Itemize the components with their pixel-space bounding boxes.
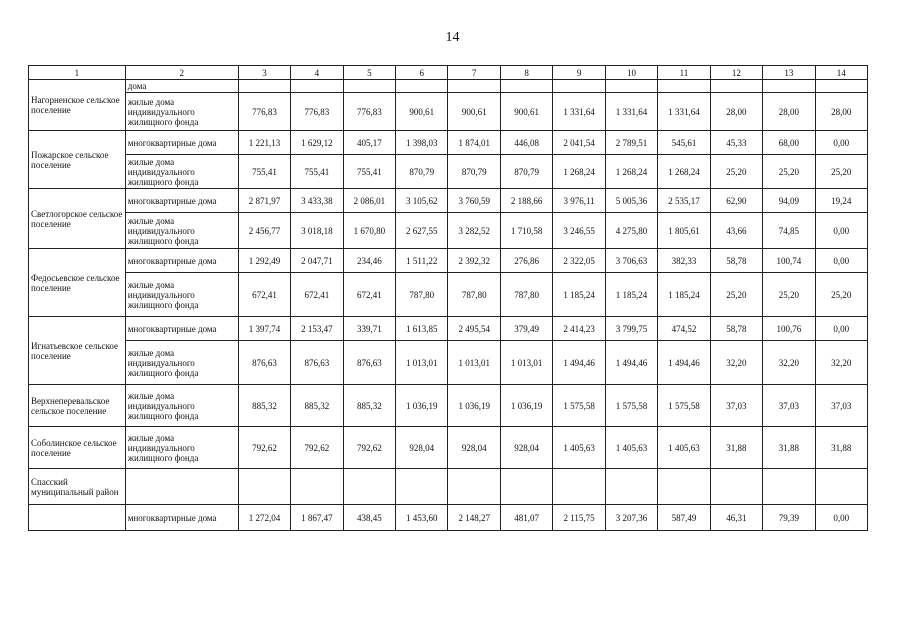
value-cell: 74,85 xyxy=(763,213,815,249)
value-cell xyxy=(343,80,395,93)
value-cell: 25,20 xyxy=(763,273,815,317)
value-cell: 755,41 xyxy=(343,155,395,189)
value-cell: 1 710,58 xyxy=(500,213,552,249)
value-cell: 928,04 xyxy=(500,427,552,469)
value-cell: 2 456,77 xyxy=(238,213,290,249)
value-cell: 2 148,27 xyxy=(448,505,500,531)
value-cell: 100,74 xyxy=(763,249,815,273)
value-cell: 3 976,11 xyxy=(553,189,605,213)
column-header: 4 xyxy=(291,66,343,80)
value-cell xyxy=(710,80,762,93)
value-cell: 1 405,63 xyxy=(658,427,710,469)
value-cell: 2 188,66 xyxy=(500,189,552,213)
value-cell: 900,61 xyxy=(396,93,448,131)
value-cell: 2 789,51 xyxy=(605,131,657,155)
value-cell xyxy=(238,469,290,505)
value-cell: 1 013,01 xyxy=(448,341,500,385)
housing-type-cell: многоквартирные дома xyxy=(125,189,238,213)
value-cell: 438,45 xyxy=(343,505,395,531)
table-row xyxy=(29,93,868,131)
value-cell: 1 629,12 xyxy=(291,131,343,155)
value-cell: 276,86 xyxy=(500,249,552,273)
table-row xyxy=(29,155,868,189)
column-header: 1 xyxy=(29,66,126,80)
settlement-name-cell: Соболинское сельское поселение xyxy=(29,427,126,469)
value-cell: 3 799,75 xyxy=(605,317,657,341)
value-cell: 474,52 xyxy=(658,317,710,341)
value-cell: 3 105,62 xyxy=(396,189,448,213)
value-cell: 3 246,55 xyxy=(553,213,605,249)
table-row xyxy=(29,273,868,317)
value-cell: 2 392,32 xyxy=(448,249,500,273)
value-cell xyxy=(658,469,710,505)
value-cell: 1 405,63 xyxy=(553,427,605,469)
value-cell: 1 494,46 xyxy=(553,341,605,385)
value-cell: 2 495,54 xyxy=(448,317,500,341)
value-cell: 43,66 xyxy=(710,213,762,249)
value-cell: 45,33 xyxy=(710,131,762,155)
value-cell: 1 397,74 xyxy=(238,317,290,341)
value-cell: 68,00 xyxy=(763,131,815,155)
value-cell: 3 706,63 xyxy=(605,249,657,273)
value-cell: 885,32 xyxy=(343,385,395,427)
value-cell: 1 013,01 xyxy=(500,341,552,385)
housing-type-cell: жилые дома индивидуального жилищного фонда xyxy=(125,155,238,189)
value-cell xyxy=(291,80,343,93)
column-header: 13 xyxy=(763,66,815,80)
value-cell: 62,90 xyxy=(710,189,762,213)
page-number: 14 xyxy=(445,30,460,45)
value-cell: 755,41 xyxy=(238,155,290,189)
value-cell: 2 871,97 xyxy=(238,189,290,213)
value-cell xyxy=(815,469,867,505)
housing-type-cell: многоквартирные дома xyxy=(125,317,238,341)
value-cell: 25,20 xyxy=(710,155,762,189)
value-cell: 28,00 xyxy=(763,93,815,131)
value-cell xyxy=(343,469,395,505)
value-cell: 1 575,58 xyxy=(553,385,605,427)
value-cell: 3 282,52 xyxy=(448,213,500,249)
value-cell: 2 115,75 xyxy=(553,505,605,531)
value-cell: 1 272,04 xyxy=(238,505,290,531)
value-cell: 0,00 xyxy=(815,505,867,531)
value-cell: 19,24 xyxy=(815,189,867,213)
housing-type-cell: многоквартирные дома xyxy=(125,131,238,155)
value-cell: 787,80 xyxy=(448,273,500,317)
value-cell: 481,07 xyxy=(500,505,552,531)
value-cell: 776,83 xyxy=(343,93,395,131)
settlement-name-cell: Верхнеперевальское сельское поселение xyxy=(29,385,126,427)
table-row xyxy=(29,131,868,155)
value-cell: 1 453,60 xyxy=(396,505,448,531)
value-cell: 5 005,36 xyxy=(605,189,657,213)
housing-type-cell: жилые дома индивидуального жилищного фонда xyxy=(125,273,238,317)
table-header-row xyxy=(29,66,868,80)
value-cell: 787,80 xyxy=(500,273,552,317)
value-cell: 928,04 xyxy=(396,427,448,469)
value-cell: 37,03 xyxy=(763,385,815,427)
tariff-table xyxy=(28,65,868,531)
value-cell: 0,00 xyxy=(815,131,867,155)
housing-type-cell: многоквартирные дома xyxy=(125,249,238,273)
value-cell: 1 185,24 xyxy=(658,273,710,317)
value-cell: 900,61 xyxy=(500,93,552,131)
column-header: 7 xyxy=(448,66,500,80)
value-cell: 1 494,46 xyxy=(658,341,710,385)
value-cell: 1 185,24 xyxy=(553,273,605,317)
value-cell: 100,76 xyxy=(763,317,815,341)
table-row xyxy=(29,469,868,505)
value-cell: 382,33 xyxy=(658,249,710,273)
value-cell: 1 185,24 xyxy=(605,273,657,317)
settlement-name-cell: Светлогорское сельское поселение xyxy=(29,189,126,249)
value-cell: 2 414,23 xyxy=(553,317,605,341)
column-header: 6 xyxy=(396,66,448,80)
value-cell: 876,63 xyxy=(343,341,395,385)
column-header: 10 xyxy=(605,66,657,80)
value-cell: 776,83 xyxy=(238,93,290,131)
value-cell: 672,41 xyxy=(291,273,343,317)
value-cell: 2 627,55 xyxy=(396,213,448,249)
value-cell: 1 331,64 xyxy=(605,93,657,131)
value-cell xyxy=(605,469,657,505)
settlement-name-cell xyxy=(29,505,126,531)
value-cell: 885,32 xyxy=(291,385,343,427)
value-cell: 94,09 xyxy=(763,189,815,213)
value-cell: 32,20 xyxy=(710,341,762,385)
value-cell: 1 036,19 xyxy=(500,385,552,427)
value-cell: 32,20 xyxy=(763,341,815,385)
value-cell: 1 268,24 xyxy=(658,155,710,189)
housing-type-cell xyxy=(125,469,238,505)
housing-type-cell: многоквартирные дома xyxy=(125,505,238,531)
table-row xyxy=(29,427,868,469)
value-cell: 1 036,19 xyxy=(448,385,500,427)
value-cell: 28,00 xyxy=(815,93,867,131)
value-cell xyxy=(553,469,605,505)
value-cell: 37,03 xyxy=(710,385,762,427)
housing-type-cell: жилые дома индивидуального жилищного фонда xyxy=(125,427,238,469)
value-cell: 1 511,22 xyxy=(396,249,448,273)
value-cell xyxy=(763,80,815,93)
column-header: 2 xyxy=(125,66,238,80)
value-cell: 0,00 xyxy=(815,249,867,273)
value-cell xyxy=(291,469,343,505)
value-cell: 2 086,01 xyxy=(343,189,395,213)
value-cell xyxy=(238,80,290,93)
value-cell xyxy=(500,469,552,505)
value-cell: 1 331,64 xyxy=(658,93,710,131)
value-cell: 1 036,19 xyxy=(396,385,448,427)
table-row xyxy=(29,189,868,213)
value-cell: 58,78 xyxy=(710,317,762,341)
value-cell: 234,46 xyxy=(343,249,395,273)
value-cell xyxy=(815,80,867,93)
housing-type-cell: жилые дома индивидуального жилищного фонда xyxy=(125,213,238,249)
value-cell: 1 575,58 xyxy=(605,385,657,427)
settlement-name-cell: Игнатьевское сельское поселение xyxy=(29,317,126,385)
value-cell: 25,20 xyxy=(815,273,867,317)
value-cell: 1 331,64 xyxy=(553,93,605,131)
value-cell: 25,20 xyxy=(815,155,867,189)
value-cell: 545,61 xyxy=(658,131,710,155)
value-cell: 25,20 xyxy=(710,273,762,317)
value-cell: 900,61 xyxy=(448,93,500,131)
value-cell xyxy=(396,469,448,505)
column-header: 5 xyxy=(343,66,395,80)
table-row xyxy=(29,385,868,427)
value-cell: 1 013,01 xyxy=(396,341,448,385)
value-cell xyxy=(658,80,710,93)
value-cell: 1 268,24 xyxy=(605,155,657,189)
value-cell: 870,79 xyxy=(500,155,552,189)
value-cell: 1 292,49 xyxy=(238,249,290,273)
value-cell: 339,71 xyxy=(343,317,395,341)
table-row xyxy=(29,80,868,93)
settlement-name-cell: Федосьевское сельское поселение xyxy=(29,249,126,317)
value-cell: 1 670,80 xyxy=(343,213,395,249)
column-header: 12 xyxy=(710,66,762,80)
housing-type-cell: жилые дома индивидуального жилищного фонда xyxy=(125,385,238,427)
value-cell: 446,08 xyxy=(500,131,552,155)
value-cell: 1 874,01 xyxy=(448,131,500,155)
settlement-name-cell: Нагорненское сельское поселение xyxy=(29,80,126,131)
value-cell: 792,62 xyxy=(343,427,395,469)
value-cell: 2 153,47 xyxy=(291,317,343,341)
value-cell: 3 207,36 xyxy=(605,505,657,531)
value-cell xyxy=(448,80,500,93)
housing-type-cell: жилые дома индивидуального жилищного фонда xyxy=(125,93,238,131)
table-row xyxy=(29,249,868,273)
value-cell: 870,79 xyxy=(396,155,448,189)
column-header: 8 xyxy=(500,66,552,80)
value-cell: 587,49 xyxy=(658,505,710,531)
value-cell xyxy=(500,80,552,93)
value-cell: 2 047,71 xyxy=(291,249,343,273)
table-row xyxy=(29,341,868,385)
value-cell: 379,49 xyxy=(500,317,552,341)
value-cell: 3 018,18 xyxy=(291,213,343,249)
value-cell: 755,41 xyxy=(291,155,343,189)
value-cell: 46,31 xyxy=(710,505,762,531)
value-cell: 3 433,38 xyxy=(291,189,343,213)
value-cell: 32,20 xyxy=(815,341,867,385)
column-header: 11 xyxy=(658,66,710,80)
value-cell: 31,88 xyxy=(710,427,762,469)
column-header: 14 xyxy=(815,66,867,80)
value-cell: 2 041,54 xyxy=(553,131,605,155)
value-cell: 1 575,58 xyxy=(658,385,710,427)
column-header: 9 xyxy=(553,66,605,80)
value-cell: 876,63 xyxy=(238,341,290,385)
value-cell: 792,62 xyxy=(291,427,343,469)
table-body xyxy=(29,80,868,531)
value-cell: 2 535,17 xyxy=(658,189,710,213)
value-cell: 2 322,05 xyxy=(553,249,605,273)
value-cell: 672,41 xyxy=(343,273,395,317)
value-cell xyxy=(553,80,605,93)
value-cell: 79,39 xyxy=(763,505,815,531)
settlement-name-cell: Пожарское сельское поселение xyxy=(29,131,126,189)
table-row xyxy=(29,317,868,341)
housing-type-cell: дома xyxy=(125,80,238,93)
value-cell: 776,83 xyxy=(291,93,343,131)
value-cell xyxy=(710,469,762,505)
value-cell: 0,00 xyxy=(815,213,867,249)
value-cell: 28,00 xyxy=(710,93,762,131)
housing-type-cell: жилые дома индивидуального жилищного фонда xyxy=(125,341,238,385)
value-cell xyxy=(448,469,500,505)
value-cell: 1 221,13 xyxy=(238,131,290,155)
column-header: 3 xyxy=(238,66,290,80)
value-cell: 672,41 xyxy=(238,273,290,317)
value-cell xyxy=(605,80,657,93)
value-cell: 1 867,47 xyxy=(291,505,343,531)
value-cell: 37,03 xyxy=(815,385,867,427)
table-row xyxy=(29,213,868,249)
value-cell: 870,79 xyxy=(448,155,500,189)
value-cell: 405,17 xyxy=(343,131,395,155)
value-cell: 31,88 xyxy=(815,427,867,469)
value-cell: 31,88 xyxy=(763,427,815,469)
value-cell: 1 268,24 xyxy=(553,155,605,189)
settlement-name-cell: Спасский муниципальный район xyxy=(29,469,126,505)
value-cell: 1 494,46 xyxy=(605,341,657,385)
value-cell xyxy=(396,80,448,93)
value-cell: 1 805,61 xyxy=(658,213,710,249)
value-cell: 792,62 xyxy=(238,427,290,469)
value-cell: 1 405,63 xyxy=(605,427,657,469)
value-cell: 25,20 xyxy=(763,155,815,189)
value-cell: 0,00 xyxy=(815,317,867,341)
value-cell: 4 275,80 xyxy=(605,213,657,249)
value-cell: 885,32 xyxy=(238,385,290,427)
value-cell: 876,63 xyxy=(291,341,343,385)
value-cell: 58,78 xyxy=(710,249,762,273)
table-row xyxy=(29,505,868,531)
value-cell: 1 398,03 xyxy=(396,131,448,155)
value-cell: 787,80 xyxy=(396,273,448,317)
value-cell xyxy=(763,469,815,505)
value-cell: 928,04 xyxy=(448,427,500,469)
value-cell: 3 760,59 xyxy=(448,189,500,213)
value-cell: 1 613,85 xyxy=(396,317,448,341)
